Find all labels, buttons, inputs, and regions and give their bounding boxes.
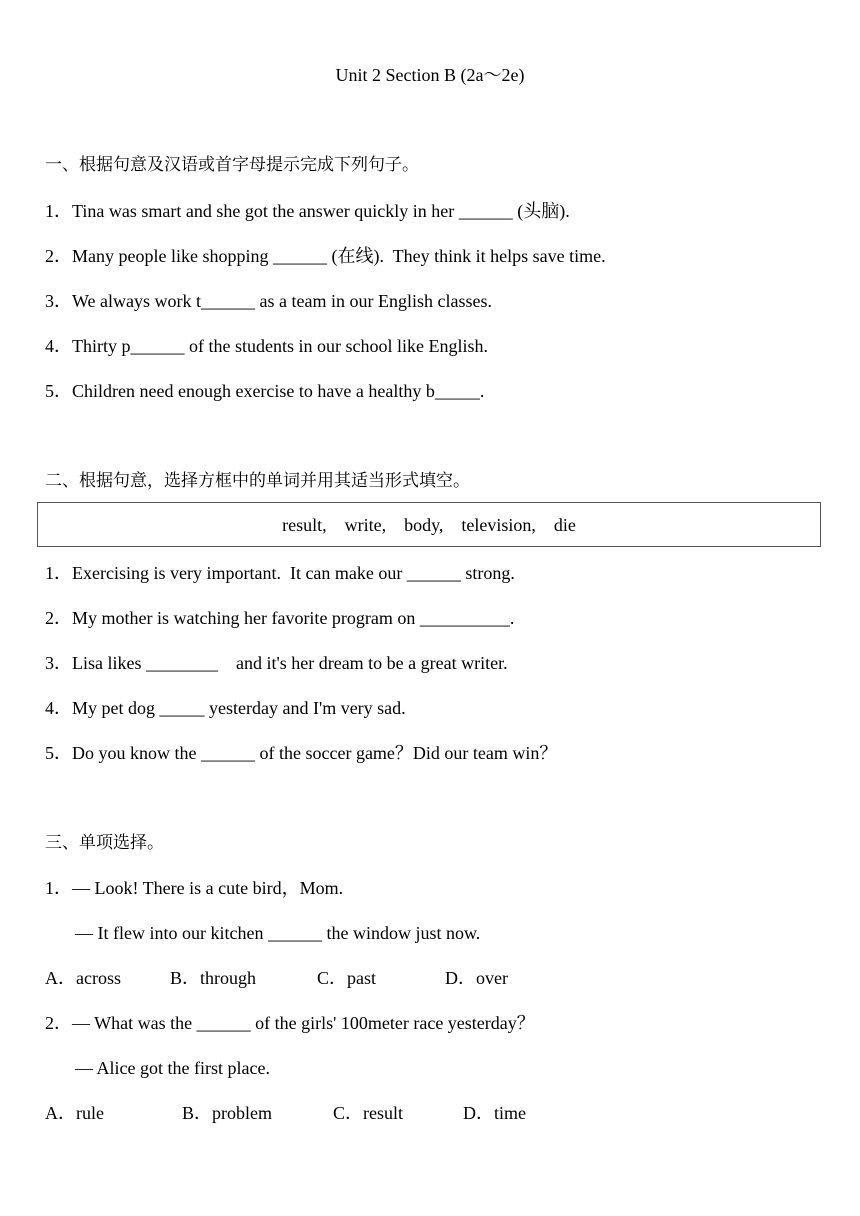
q1-line2: — It flew into our kitchen ______ the window just now. (75, 923, 481, 943)
section2-item-2: 2．My mother is watching her favorite program on __________. (45, 608, 515, 628)
q2-line1: 2．— What was the ______ of the girls' 100meter race yesterday？ (45, 1013, 535, 1033)
section1-item-1: 1．Tina was smart and she got the answer quickly in her ______ (头脑). (45, 201, 570, 221)
section1-heading: 一、根据句意及汉语或首字母提示完成下列句子。 (45, 155, 419, 175)
section2-item-3: 3．Lisa likes ________ and it's her dream to be a great writer. (45, 653, 508, 673)
q1-option-d: D．over (445, 968, 508, 988)
q1-option-c: C．past (317, 968, 377, 988)
q1-option-b: B．through (170, 968, 257, 988)
section1-item-3: 3．We always work t______ as a team in our English classes. (45, 291, 492, 311)
q1-line1: 1．— Look! There is a cute bird，Mom. (45, 878, 344, 898)
section1-item-5: 5．Children need enough exercise to have a healthy b_____. (45, 381, 485, 401)
section2-item-4: 4．My pet dog _____ yesterday and I'm very sad. (45, 698, 406, 718)
q2-line2: — Alice got the first place. (75, 1058, 270, 1078)
section2-item-5: 5．Do you know the ______ of the soccer game？Did our team win？ (45, 743, 558, 763)
q2-option-c: C．result (333, 1103, 403, 1123)
section2-item-1: 1．Exercising is very important. It can make our ______ strong. (45, 563, 515, 583)
section1-item-4: 4．Thirty p______ of the students in our school like English. (45, 336, 488, 356)
section1-item-2: 2．Many people like shopping ______ (在线). They think it helps save time. (45, 246, 606, 266)
section3-heading: 三、单项选择。 (45, 833, 164, 853)
page-title: Unit 2 Section B (2a～2e) (335, 65, 525, 85)
q1-option-a: A．across (45, 968, 121, 988)
word-box (37, 502, 821, 547)
word-box-text: result, write, body, television, die (282, 515, 576, 535)
section2-heading: 二、根据句意，选择方框中的单词并用其适当形式填空。 (45, 471, 470, 491)
q2-option-a: A．rule (45, 1103, 104, 1123)
q2-option-b: B．problem (182, 1103, 272, 1123)
q2-option-d: D．time (463, 1103, 526, 1123)
